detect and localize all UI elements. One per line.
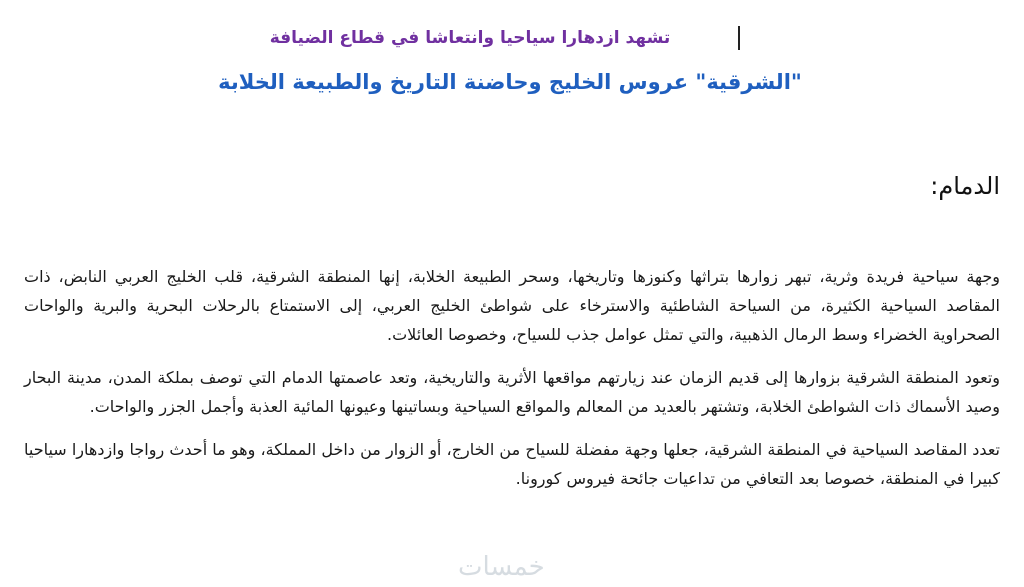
document-title: "الشرقية" عروس الخليج وحاضنة التاريخ والطبيعة الخلابة: [218, 70, 802, 94]
dateline: الدمام:: [930, 172, 1000, 200]
watermark-logo: خمسات: [458, 552, 545, 582]
paragraph: وجهة سياحية فريدة وثرية، تبهر زوارها بتراثها وكنوزها وتاريخها، وسحر الطبيعة الخلابة، إنها المنطقة الشرقية، قلب الخليج العربي النابض، ذات المقاصد السياحية الكثيرة، من السياحة الشاطئية والاسترخاء على شواطئ الخليج العربي، إلى الاستمتاع بالرحلات البحرية والبرية والواحات الصحراوية الخضراء وسط الرمال الذهبية، والتي تمثل عوامل جذب للسياح، وخصوصا العائلات.: [24, 267, 1000, 344]
text-cursor: [738, 26, 740, 50]
article-body: [24, 262, 1000, 507]
paragraph: وتعود المنطقة الشرقية بزوارها إلى قديم الزمان عند زيارتهم مواقعها الأثرية والتاريخية، وتعد عاصمتها الدمام التي توصف بملكة المدن، مدينة البحار وصيد الأسماك ذات الشواطئ الخلابة، وتشتهر بالعديد من المعالم والمواقع السياحية وبساتينها وعيونها المائية العذبة وأجمل الجزر والواحات.: [24, 368, 1000, 416]
paragraph: تعدد المقاصد السياحية في المنطقة الشرقية، جعلها وجهة مفضلة للسياح من الخارج، أو الزوار من داخل المملكة، وهو ما أحدث رواجا وازدهارا سياحيا كبيرا في المنطقة، خصوصا بعد التعافي من تداعيات جائحة فيروس كورونا.: [24, 440, 1000, 488]
document-subtitle: تشهد ازدهارا سياحيا وانتعاشا في قطاع الضيافة: [269, 28, 671, 48]
